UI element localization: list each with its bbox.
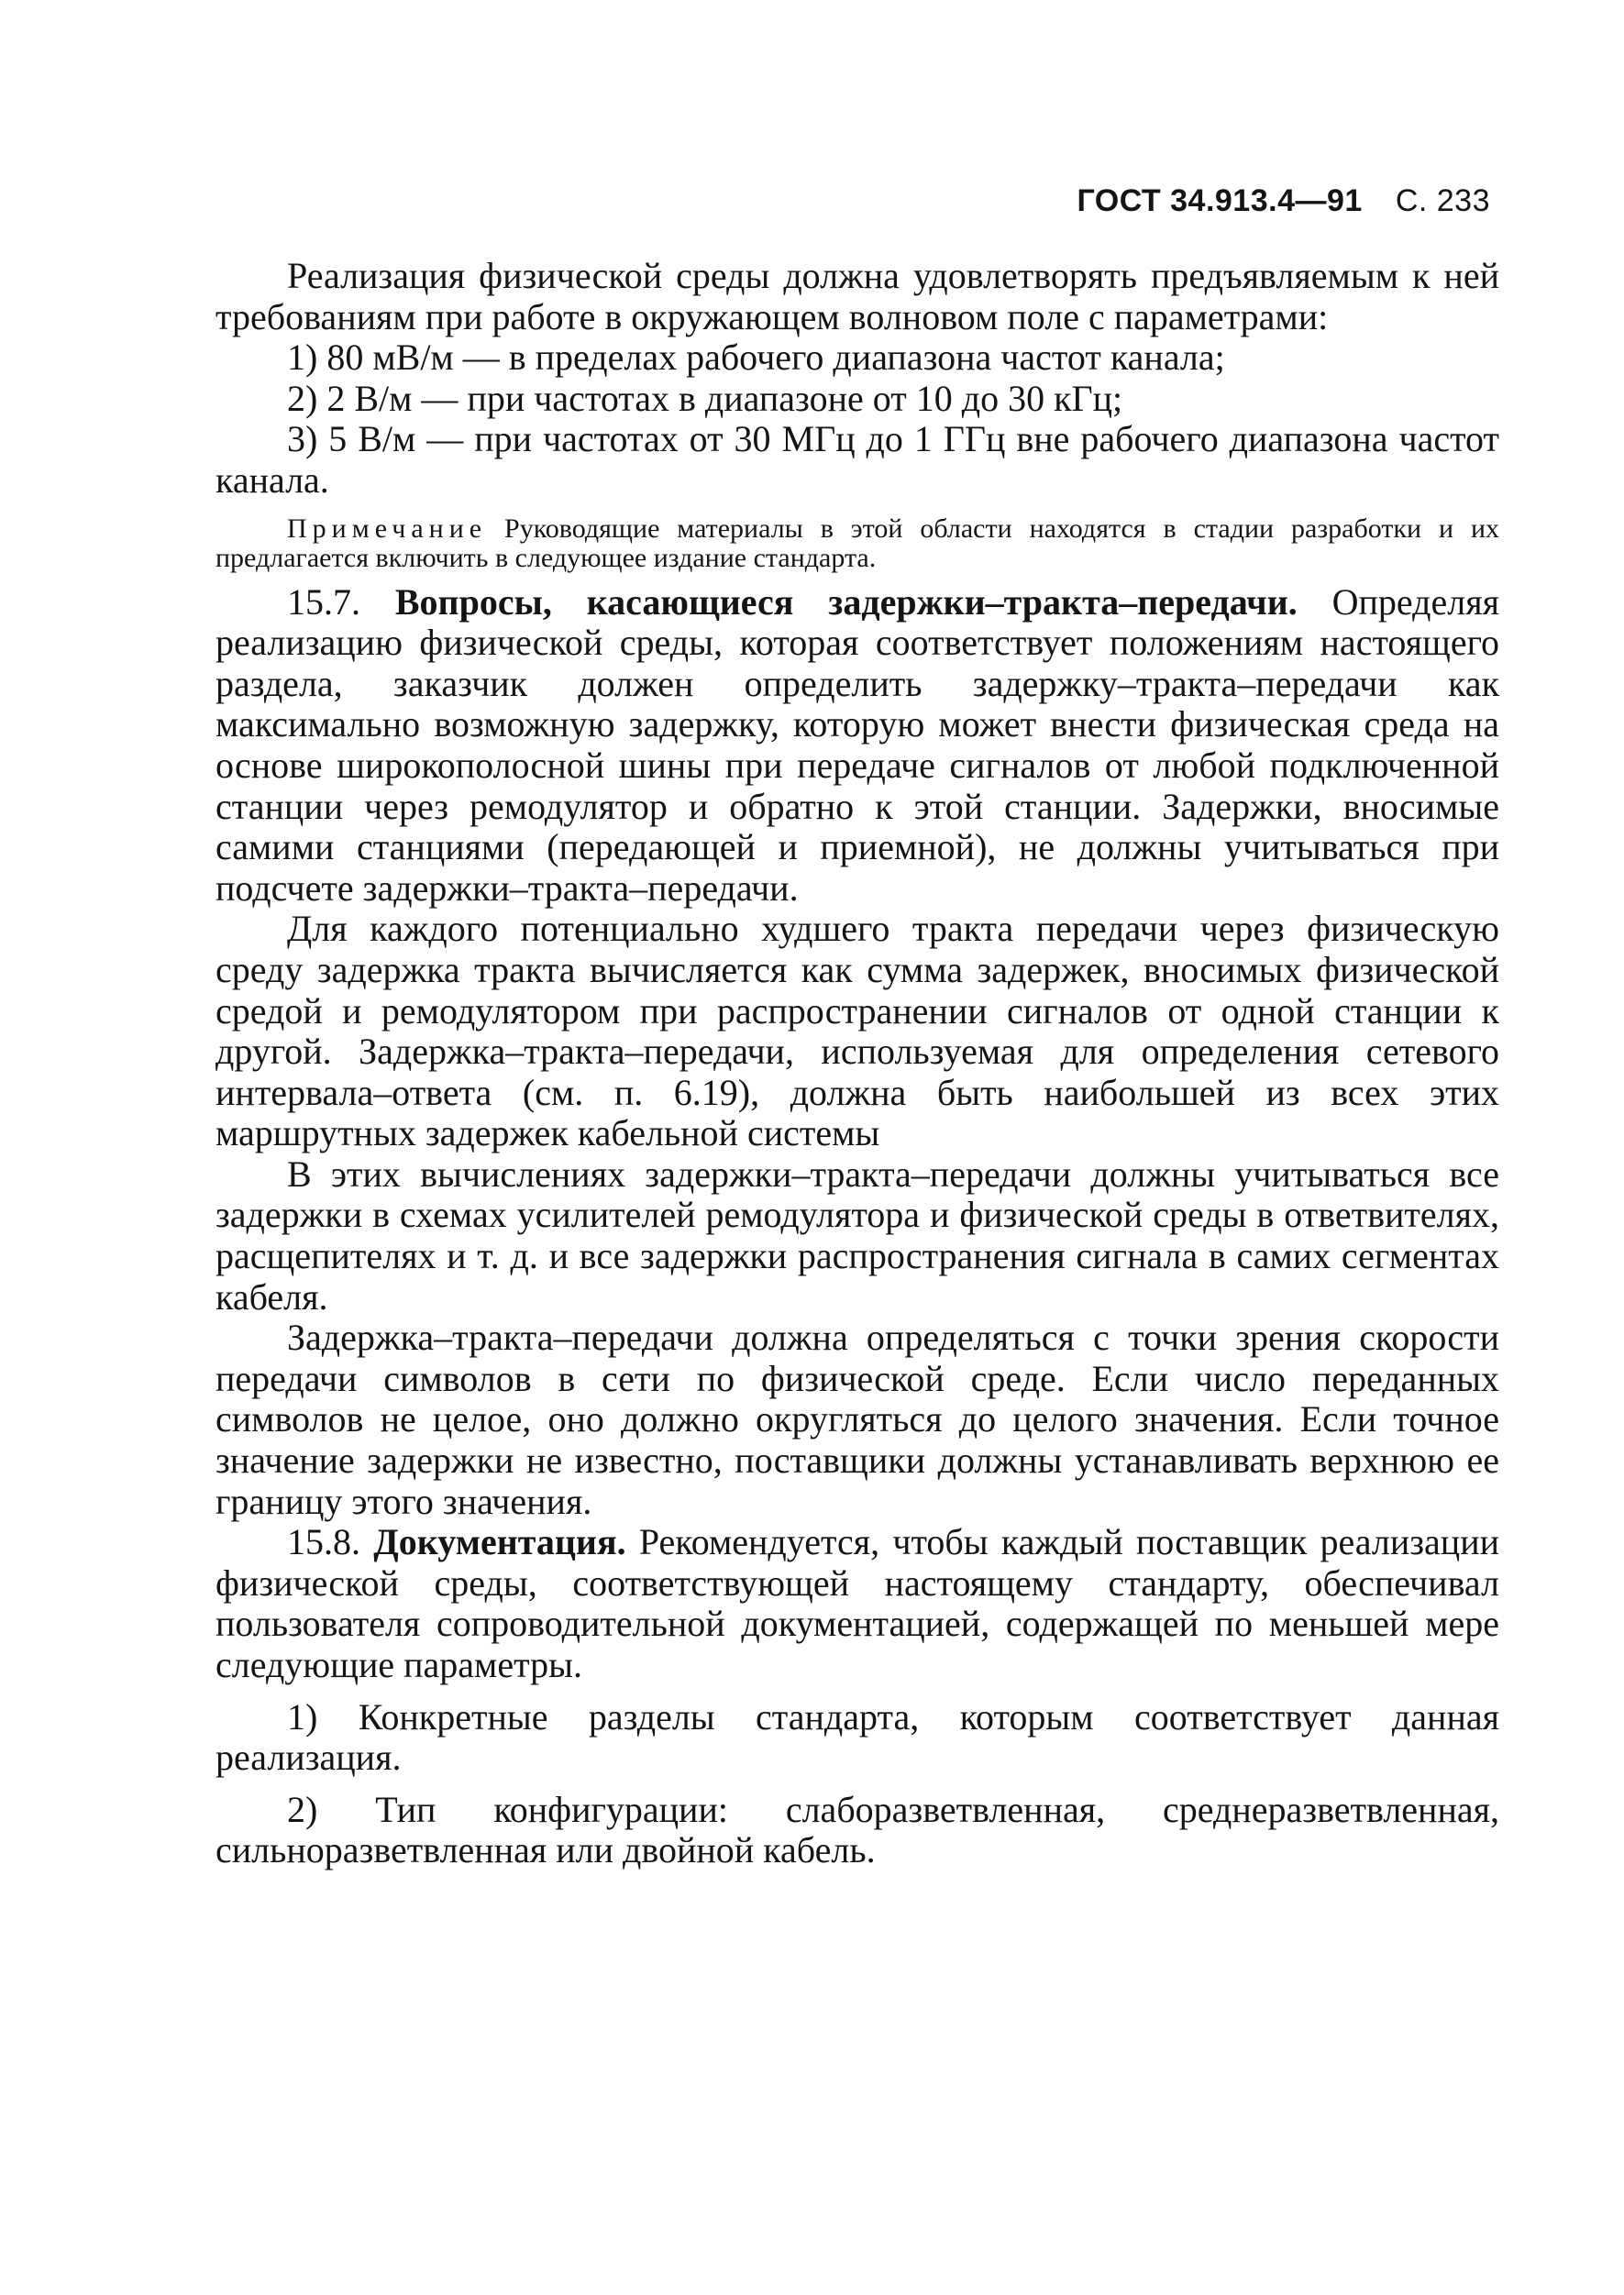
section-15-7-paragraph-1: [215, 582, 1499, 910]
section-15-7-title: Вопросы, касающиеся задержки–тракта–передачи.: [394, 580, 1298, 623]
standard-number: ГОСТ 34.913.4—91: [1077, 183, 1363, 218]
section-15-7-text-1: Определяя реализацию физической среды, которая соответствует положениям настоящего раздела, заказчик должен определить задержку–тракта–передачи как максимально возможную задержку, которую может внести физическая среда на основе широкополосной шины при передаче сигналов от любой подключенной станции через ремодулятор и обратно к этой станции. Задержки, вносимые самими станциями (передающей и приемной), не должны учитываться при подсчете задержки–тракта–передачи.: [215, 580, 1500, 909]
section-15-7-paragraph-4: Задержка–тракта–передачи должна определяться с точки зрения скорости передачи символов в сети по физической среде. Если число переданных символов не целое, оно должно округляться до целого значения. Если точное значение задержки не известно, поставщики должны устанавливать верхнюю ее границу этого значения.: [215, 1317, 1499, 1522]
section-15-7-paragraph-3: В этих вычислениях задержки–тракта–передачи должны учитываться все задержки в схемах усилителей ремодулятора и физической среды в ответвителях, расщепителях и т. д. и все задержки распространения сигнала в самих сегментах кабеля.: [215, 1153, 1499, 1318]
section-15-8-paragraph-1: [215, 1522, 1499, 1685]
section-15-7-paragraph-2: Для каждого потенциально худшего тракта передачи через физическую среду задержка тракта вычисляется как сумма задержек, вносимых физической средой и ремодулятором при распространении сигналов от одной станции к другой. Задержка–тракта–передачи, используемая для определения сетевого интервала–ответа (см. п. 6.19), должна быть наибольшей из всех этих маршрутных задержек кабельной системы: [215, 908, 1499, 1154]
documentation-item-1: 1) Конкретные разделы стандарта, которым соответствует данная реализация.: [215, 1695, 1499, 1779]
requirement-item-1: 1) 80 мВ/м — в пределах рабочего диапазона частот канала;: [287, 337, 1225, 379]
requirement-item-2: 2) 2 В/м — при частотах в диапазоне от 10 до 30 кГц;: [287, 377, 1123, 419]
requirement-item-3: 3) 5 В/м — при частотах от 30 МГц до 1 ГГц вне рабочего диапазона частот канала.: [215, 418, 1499, 501]
section-15-7-number: 15.7.: [287, 580, 360, 623]
intro-paragraph: Реализация физической среды должна удовлетворять предъявляемым к ней требованиям при работе в окружающем волновом поле с параметрами:: [215, 255, 1499, 337]
page-header: [215, 183, 1499, 219]
documentation-item-2: 2) Тип конфигурации: слаборазветвленная, среднеразветвленная, сильноразветвленная или двойной кабель.: [215, 1788, 1499, 1871]
note: [215, 514, 1499, 573]
page-number: С. 233: [1395, 183, 1490, 218]
section-15-8-text-1: Рекомендуется, чтобы каждый поставщик реализации физической среды, соответствующей настоящему стандарту, обеспечивал пользователя сопроводительной документацией, содержащей по меньшей мере следующие параметры.: [215, 1521, 1500, 1685]
section-15-8-number: 15.8.: [287, 1521, 360, 1563]
section-15-8-title: Документация.: [373, 1521, 626, 1563]
note-label: Примечание: [287, 513, 488, 544]
note-text: Руководящие материалы в этой области находятся в стадии разработки и их предлагается включить в следующее издание стандарта.: [215, 513, 1500, 573]
document-page: [215, 183, 1499, 1871]
